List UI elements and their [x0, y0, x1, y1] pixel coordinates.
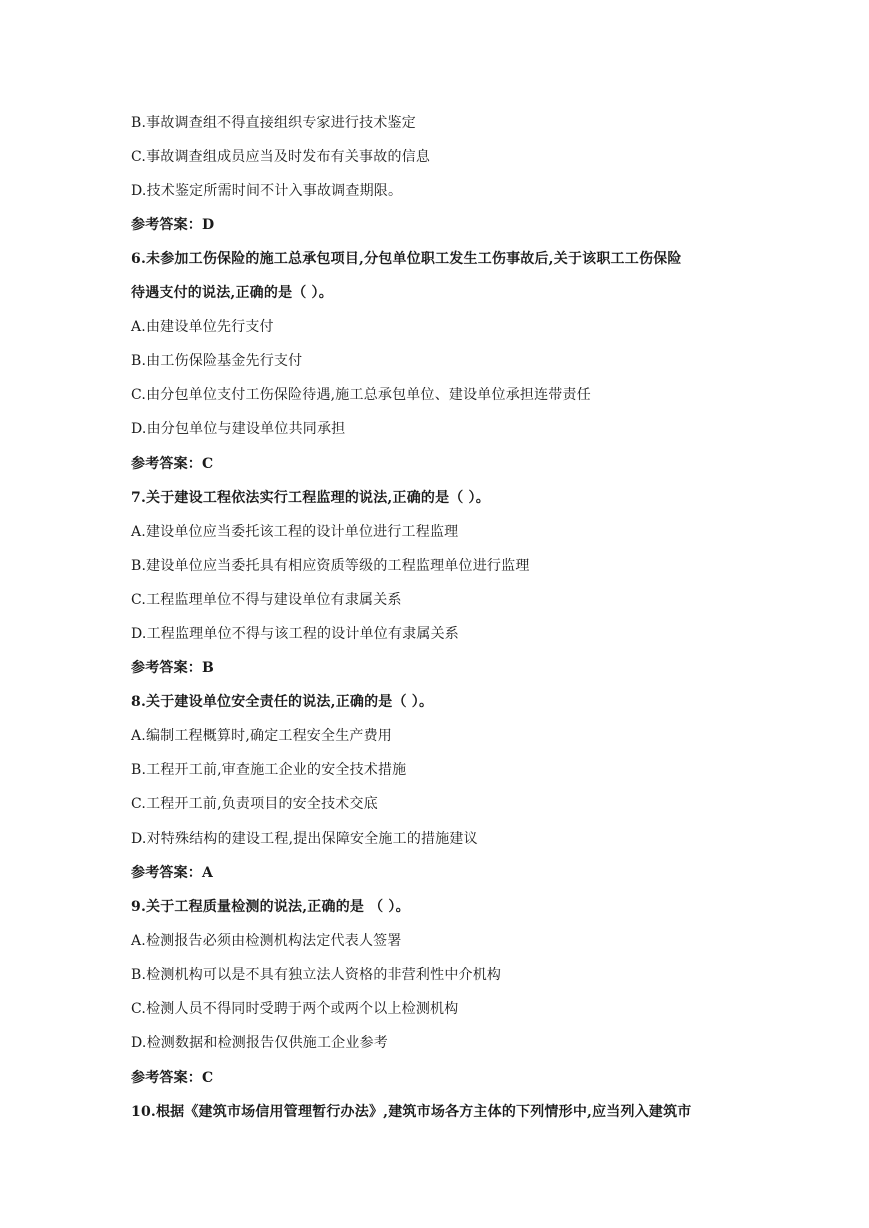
option-line: C.检测人员不得同时受聘于两个或两个以上检测机构 [131, 1001, 459, 1017]
question-line: 9.关于工程质量检测的说法,正确的是 （ ）。 [131, 899, 410, 915]
option-line: B.事故调查组不得直接组织专家进行技术鉴定 [131, 115, 416, 131]
option-line: C.工程监理单位不得与建设单位有隶属关系 [131, 592, 402, 608]
question-line: 8.关于建设单位安全责任的说法,正确的是（ ）。 [131, 694, 434, 710]
answer-line: 参考答案：A [131, 865, 214, 881]
answer-line: 参考答案：D [131, 217, 215, 233]
option-line: D.由分包单位与建设单位共同承担 [131, 421, 346, 437]
option-line: B.由工伤保险基金先行支付 [131, 353, 303, 369]
option-line: C.工程开工前,负责项目的安全技术交底 [131, 796, 378, 812]
option-line: B.检测机构可以是不具有独立法人资格的非营利性中介机构 [131, 967, 502, 983]
option-line: D.技术鉴定所需时间不计入事故调查期限。 [131, 183, 403, 199]
option-line: D.检测数据和检测报告仅供施工企业参考 [131, 1035, 388, 1051]
option-line: B.工程开工前,审查施工企业的安全技术措施 [131, 762, 407, 778]
answer-line: 参考答案：C [131, 1070, 214, 1086]
option-line: B.建设单位应当委托具有相应资质等级的工程监理单位进行监理 [131, 558, 530, 574]
option-line: A.建设单位应当委托该工程的设计单位进行工程监理 [131, 524, 459, 540]
option-line: A.由建设单位先行支付 [131, 319, 274, 335]
answer-line: 参考答案：B [131, 660, 215, 676]
option-line: C.由分包单位支付工伤保险待遇,施工总承包单位、建设单位承担连带责任 [131, 387, 591, 403]
option-line: A.检测报告必须由检测机构法定代表人签署 [131, 933, 402, 949]
answer-line: 参考答案：C [131, 456, 214, 472]
question-line: 待遇支付的说法,正确的是（ ）。 [131, 285, 333, 301]
question-line: 7.关于建设工程依法实行工程监理的说法,正确的是（ ）。 [131, 490, 490, 506]
question-line: 6.未参加工伤保险的施工总承包项目,分包单位职工发生工伤事故后,关于该职工工伤保险 [131, 251, 682, 267]
question-line: 10.根据《建筑市场信用管理暂行办法》,建筑市场各方主体的下列情形中,应当列入建筑市 [131, 1104, 692, 1120]
option-line: D.对特殊结构的建设工程,提出保障安全施工的措施建议 [131, 831, 478, 847]
option-line: A.编制工程概算时,确定工程安全生产费用 [131, 728, 393, 744]
option-line: C.事故调查组成员应当及时发布有关事故的信息 [131, 149, 431, 165]
option-line: D.工程监理单位不得与该工程的设计单位有隶属关系 [131, 626, 459, 642]
